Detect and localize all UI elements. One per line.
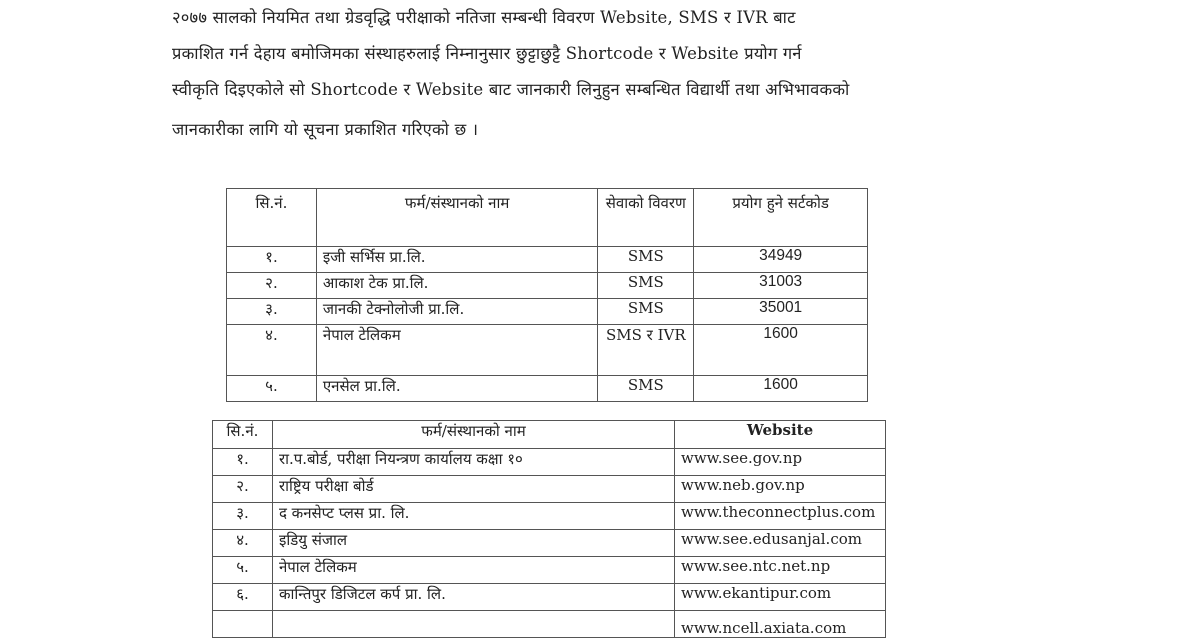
header-name: फर्म/संस्थानको नाम	[272, 421, 674, 449]
cell-name: राष्ट्रिय परीक्षा बोर्ड	[272, 476, 674, 503]
table-row	[227, 247, 868, 273]
paragraph-line: २०७७ सालको नियमित तथा ग्रेडवृद्धि परीक्षाको नतिजा सम्बन्धी विवरण Website, SMS र IVR बाट	[172, 8, 796, 27]
cell-sn: ५.	[227, 376, 317, 402]
website-table	[212, 420, 886, 638]
cell-sn: ६.	[213, 584, 273, 611]
cell-name	[272, 611, 674, 638]
cell-shortcode: 34949	[694, 247, 868, 273]
table-row	[213, 449, 886, 476]
cell-name: कान्तिपुर डिजिटल कर्प प्रा. लि.	[272, 584, 674, 611]
cell-name: नेपाल टेलिकम	[272, 557, 674, 584]
paragraph-line: प्रकाशित गर्न देहाय बमोजिमका संस्थाहरुलाई निम्नानुसार छुट्टाछुट्टै Shortcode र Website प्रयोग गर्न	[172, 44, 802, 63]
cell-shortcode: 31003	[694, 273, 868, 299]
header-service: सेवाको विवरण	[598, 189, 694, 247]
cell-sn: ४.	[213, 530, 273, 557]
table-row	[213, 503, 886, 530]
cell-name: नेपाल टेलिकम	[316, 325, 597, 376]
cell-shortcode: 1600	[694, 325, 868, 376]
cell-sn: १.	[227, 247, 317, 273]
cell-service: SMS	[598, 299, 694, 325]
table-row	[213, 611, 886, 638]
cell-sn	[213, 611, 273, 638]
cell-website: www.see.ntc.net.np	[675, 557, 886, 584]
table-row	[227, 376, 868, 402]
table-row	[213, 476, 886, 503]
table-row	[227, 325, 868, 376]
header-website: Website	[675, 421, 886, 449]
cell-shortcode: 35001	[694, 299, 868, 325]
header-shortcode: प्रयोग हुने सर्टकोड	[694, 189, 868, 247]
paragraph-line: जानकारीका लागि यो सूचना प्रकाशित गरिएको छ ।	[172, 120, 479, 139]
cell-service: SMS	[598, 273, 694, 299]
cell-sn: २.	[213, 476, 273, 503]
cell-website: www.see.edusanjal.com	[675, 530, 886, 557]
table-row	[227, 273, 868, 299]
cell-website: www.see.gov.np	[675, 449, 886, 476]
table-row	[213, 530, 886, 557]
table-header-row	[227, 189, 868, 247]
cell-sn: ५.	[213, 557, 273, 584]
cell-sn: १.	[213, 449, 273, 476]
cell-website: www.theconnectplus.com	[675, 503, 886, 530]
cell-name: जानकी टेक्नोलोजी प्रा.लि.	[316, 299, 597, 325]
cell-website: www.ekantipur.com	[675, 584, 886, 611]
cell-sn: २.	[227, 273, 317, 299]
cell-sn: ३.	[213, 503, 273, 530]
cell-name: एनसेल प्रा.लि.	[316, 376, 597, 402]
cell-website: www.neb.gov.np	[675, 476, 886, 503]
cell-sn: ४.	[227, 325, 317, 376]
cell-name: इडियु संजाल	[272, 530, 674, 557]
cell-name: इजी सर्भिस प्रा.लि.	[316, 247, 597, 273]
paragraph-line: स्वीकृति दिइएकोले सो Shortcode र Website बाट जानकारी लिनुहुन सम्बन्धित विद्यार्थी तथा अभिभावकको	[172, 80, 850, 99]
cell-service: SMS र IVR	[598, 325, 694, 376]
cell-name: आकाश टेक प्रा.लि.	[316, 273, 597, 299]
cell-sn: ३.	[227, 299, 317, 325]
table-row	[213, 557, 886, 584]
notice-paragraph	[172, 0, 932, 148]
header-sn: सि.नं.	[213, 421, 273, 449]
cell-website: www.ncell.axiata.com	[675, 611, 886, 638]
table-row	[227, 299, 868, 325]
cell-name: द कनसेप्ट प्लस प्रा. लि.	[272, 503, 674, 530]
cell-name: रा.प.बोर्ड, परीक्षा नियन्त्रण कार्यालय कक्षा १०	[272, 449, 674, 476]
table-header-row	[213, 421, 886, 449]
cell-service: SMS	[598, 247, 694, 273]
cell-service: SMS	[598, 376, 694, 402]
shortcode-table	[226, 188, 868, 402]
table-row	[213, 584, 886, 611]
header-sn: सि.नं.	[227, 189, 317, 247]
header-name: फर्म/संस्थानको नाम	[316, 189, 597, 247]
cell-shortcode: 1600	[694, 376, 868, 402]
